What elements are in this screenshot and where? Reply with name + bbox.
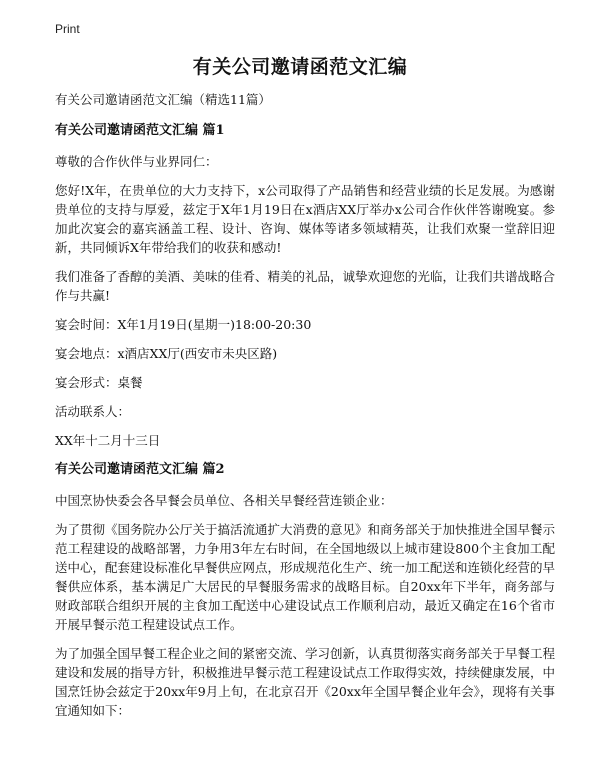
paragraph: 您好!X年，在贵单位的大力支持下，x公司取得了产品销售和经营业绩的长足发展。为感谢贵单位的支持与厚爱，兹定于X年1月19日在x酒店XX厅举办x公司合作伙伴答谢晚宴。参加此次宴会的嘉宾涵盖工程、设计、咨询、媒体等诸多领域精英，让我们欢聚一堂辞旧迎新，共同倾诉X年带给我们的收获和感动! xyxy=(55,183,555,255)
print-label: Print xyxy=(55,22,80,36)
banquet-time: 宴会时间：X年1月19日(星期一)18:00-20:30 xyxy=(55,317,312,332)
section-2 xyxy=(55,460,555,720)
paragraph: 我们准备了香醇的美酒、美味的佳肴、精美的礼品，诚挚欢迎您的光临，让我们共谱战略合作与共赢! xyxy=(55,269,556,303)
banquet-format: 宴会形式：桌餐 xyxy=(55,375,143,390)
salutation: 中国烹协快委会各早餐会员单位、各相关早餐经营连锁企业： xyxy=(55,493,393,508)
date-line: XX年十二月十三日 xyxy=(55,433,161,448)
document-body xyxy=(55,90,555,730)
section-1 xyxy=(55,121,555,450)
document-subtitle: 有关公司邀请函范文汇编（精选11篇） xyxy=(55,92,271,107)
section-heading: 有关公司邀请函范文汇编 篇2 xyxy=(55,462,225,477)
contact-person: 活动联系人： xyxy=(55,404,131,419)
section-heading: 有关公司邀请函范文汇编 篇1 xyxy=(55,123,225,138)
banquet-location: 宴会地点：x酒店XX厅(西安市未央区路) xyxy=(55,346,278,361)
document-title: 有关公司邀请函范文汇编 xyxy=(192,56,408,78)
salutation: 尊敬的合作伙伴与业界同仁： xyxy=(55,154,218,169)
paragraph: 为了贯彻《国务院办公厅关于搞活流通扩大消费的意见》和商务部关于加快推进全国早餐示范工程建设的战略部署，力争用3年左右时间，在全国地级以上城市建设800个主食加工配送中心，配套建设标准化早餐供应网点，形成规范化生产、统一加工配送和连锁化经营的早餐供应体系，基本满足广大居民的早餐服务需求的战略目标。自20xx年下半年，商务部与财政部联合组织开展的主食加工配送中心建设试点工作顺利启动，最近又确定在16个省市开展早餐示范工程建设试点工作。 xyxy=(55,522,556,632)
paragraph: 为了加强全国早餐工程企业之间的紧密交流、学习创新，认真贯彻落实商务部关于早餐工程建设和发展的指导方针，积极推进早餐示范工程建设试点工作取得实效，持续健康发展，中国烹饪协会兹定于20xx年9月上旬，在北京召开《20xx年全国早餐企业年会》，现将有关事宜通知如下： xyxy=(55,646,556,718)
